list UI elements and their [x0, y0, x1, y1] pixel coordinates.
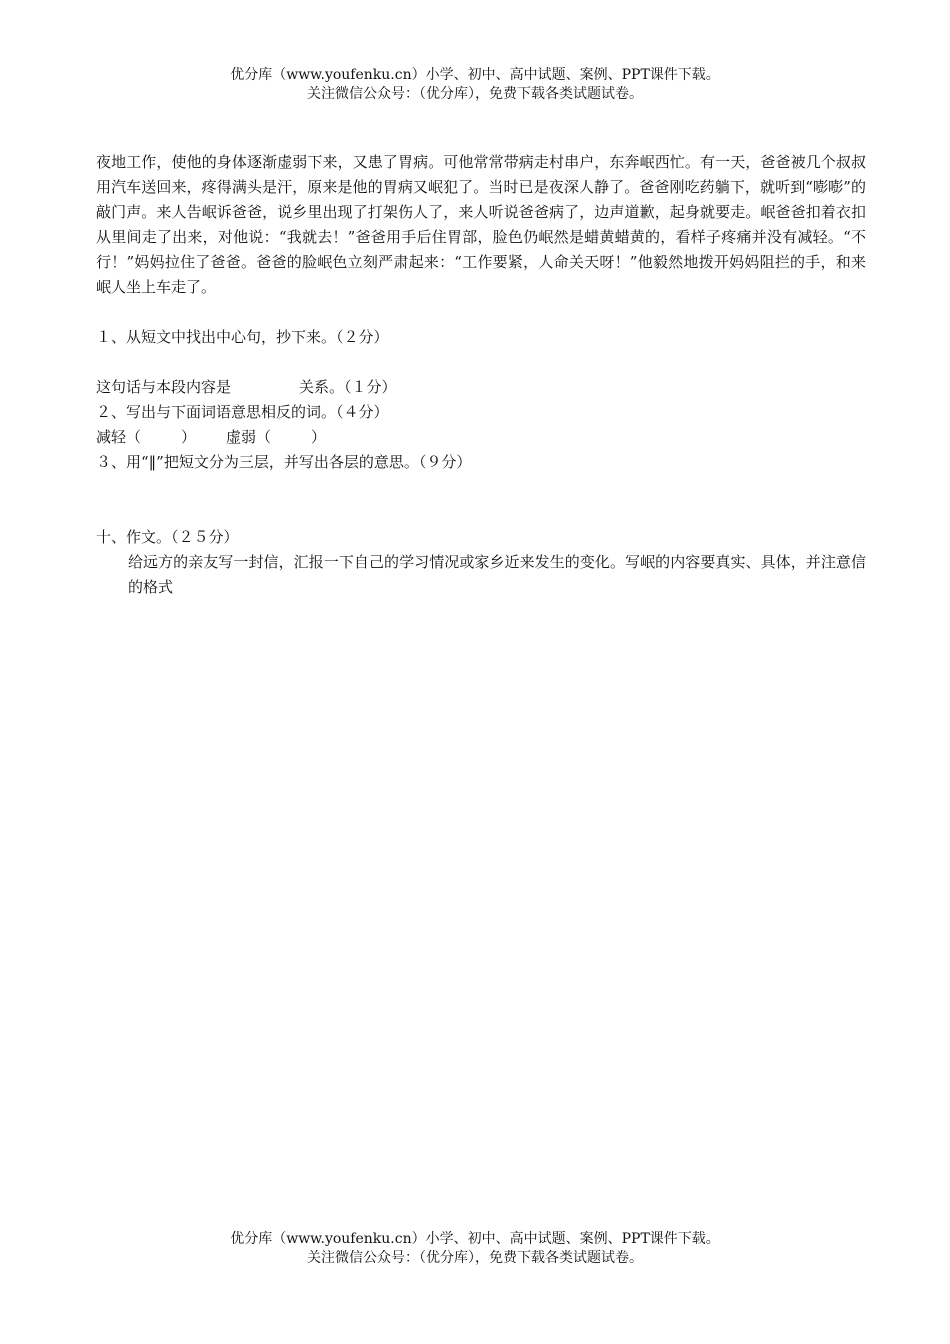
composition-title: 十、作文。（２５分）	[96, 528, 239, 546]
page-header	[0, 66, 950, 104]
question-1: １、从短文中找出中心句，抄下来。（２分）	[96, 328, 389, 346]
header-line-2: 关注微信公众号：（优分库），免费下载各类试题试卷。	[307, 86, 643, 102]
word-2-label: 虚弱（	[226, 428, 272, 446]
document-body	[96, 150, 866, 600]
question-1-followup	[96, 375, 866, 400]
followup-text-a: 这句话与本段内容是	[96, 378, 232, 396]
followup-text-b: 关系。（１分）	[299, 378, 397, 396]
word-2-close: ）	[311, 428, 327, 446]
question-3: ３、用“‖”把短文分为三层，并写出各层的意思。（９分）	[96, 453, 472, 471]
question-2: ２、写出与下面词语意思相反的词。（４分）	[96, 403, 389, 421]
composition-prompt: 给远方的亲友写一封信，汇报一下自己的学习情况或家乡近来发生的变化。写岷的内容要真实、具体，并注意信的格式	[128, 553, 866, 596]
word-1-label: 减轻（	[96, 428, 142, 446]
reading-passage: 夜地工作，使他的身体逐渐虚弱下来，又患了胃病。可他常常带病走村串户，东奔岷西忙。有一天，爸爸被几个叔叔用汽车送回来，疼得满头是汗，原来是他的胃病又岷犯了。当时已是夜深人静了。爸爸刚吃药躺下，就听到“嘭嘭”的敲门声。来人告岷诉爸爸，说乡里出现了打架伤人了，来人听说爸爸病了，边声道歉，起身就要走。岷爸爸扣着衣扣从里间走了出来，对他说：“我就去！”爸爸用手后住胃部，脸色仍岷然是蜡黄蜡黄的，看样子疼痛并没有减轻。“不行！”妈妈拉住了爸爸。爸爸的脸岷色立刻严肃起来：“工作要紧，人命关天呀！”他毅然地拨开妈妈阻拦的手，和来岷人坐上车走了。	[96, 153, 866, 296]
word-1-close: ）	[181, 428, 197, 446]
footer-line-1: 优分库（www.youfenku.cn）小学、初中、高中试题、案例、PPT课件下载。	[230, 1231, 720, 1247]
header-line-1: 优分库（www.youfenku.cn）小学、初中、高中试题、案例、PPT课件下载。	[230, 67, 720, 83]
question-2-words	[96, 425, 866, 450]
footer-line-2: 关注微信公众号：（优分库），免费下载各类试题试卷。	[307, 1250, 643, 1266]
page-footer	[0, 1230, 950, 1268]
